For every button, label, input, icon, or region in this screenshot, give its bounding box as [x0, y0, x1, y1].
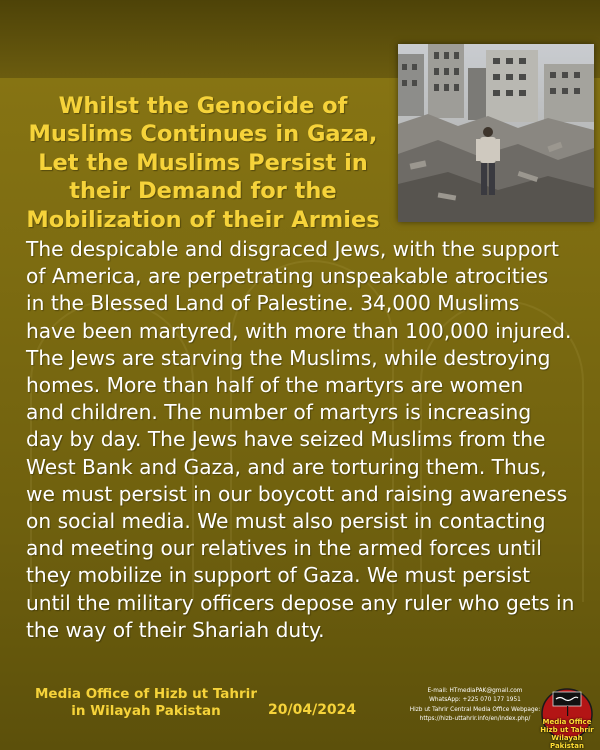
headline-line: Mobilization of their Armies	[26, 206, 380, 233]
body-line: and meeting our relatives in the armed forces until	[26, 536, 542, 561]
footer-date: 20/04/2024	[268, 702, 357, 718]
logo-text-line: Hizb ut Tahrir	[540, 726, 594, 734]
body-line: they mobilize in support of Gaza. We must persist	[26, 563, 531, 588]
body-line: on social media. We must also persist in contacting	[26, 509, 546, 534]
body-line: of America, are perpetrating unspeakable atrocities	[26, 264, 549, 289]
body-line: homes. More than half of the martyrs are women	[26, 373, 524, 398]
body-line: day by day. The Jews have seized Muslims from the	[26, 427, 546, 452]
contact-email: E-mail: HTmediaPAK@gmail.com	[427, 688, 523, 694]
headline	[18, 92, 388, 234]
body-line: The Jews are starving the Muslims, while destroying	[26, 345, 551, 370]
contact-whatsapp: WhatsApp: +225 070 177 1951	[429, 697, 521, 704]
media-office-logo-icon	[540, 686, 594, 750]
contact-webpage-label: Hizb ut Tahrir Central Media Office Webpage:	[409, 706, 541, 713]
office-line: Media Office of Hizb ut Tahrir	[35, 686, 257, 702]
logo-text-line: Media Office	[542, 718, 592, 726]
body-line: The despicable and disgraced Jews, with the support	[26, 237, 559, 261]
headline-line: Let the Muslims Persist in	[38, 149, 368, 176]
headline-line: Muslims Continues in Gaza,	[28, 121, 378, 148]
logo-text-line: Wilayah Pakistan	[550, 734, 584, 750]
logo-text	[540, 718, 594, 750]
rubble-photo	[398, 44, 594, 222]
body-line: West Bank and Gaza, and are torturing them. Thus,	[26, 454, 547, 479]
contact-webpage-url[interactable]: https://hizb-uttahrir.info/en/index.php/	[419, 716, 531, 723]
body-line: in the Blessed Land of Palestine. 34,000 Muslims	[26, 291, 520, 316]
footer-office	[26, 686, 266, 720]
body-line: until the military officers depose any ruler who gets in	[26, 590, 575, 615]
body-line: the way of their Shariah duty.	[26, 617, 325, 642]
body-text	[26, 236, 582, 644]
office-line: in Wilayah Pakistan	[71, 703, 221, 719]
body-line: we must persist in our boycott and raising awareness	[26, 481, 568, 506]
headline-line: their Demand for the	[69, 178, 337, 205]
headline-line: Whilst the Genocide of	[58, 93, 348, 119]
body-line: have been martyred, with more than 100,000 injured.	[26, 318, 572, 343]
body-line: and children. The number of martyrs is increasing	[26, 400, 532, 425]
